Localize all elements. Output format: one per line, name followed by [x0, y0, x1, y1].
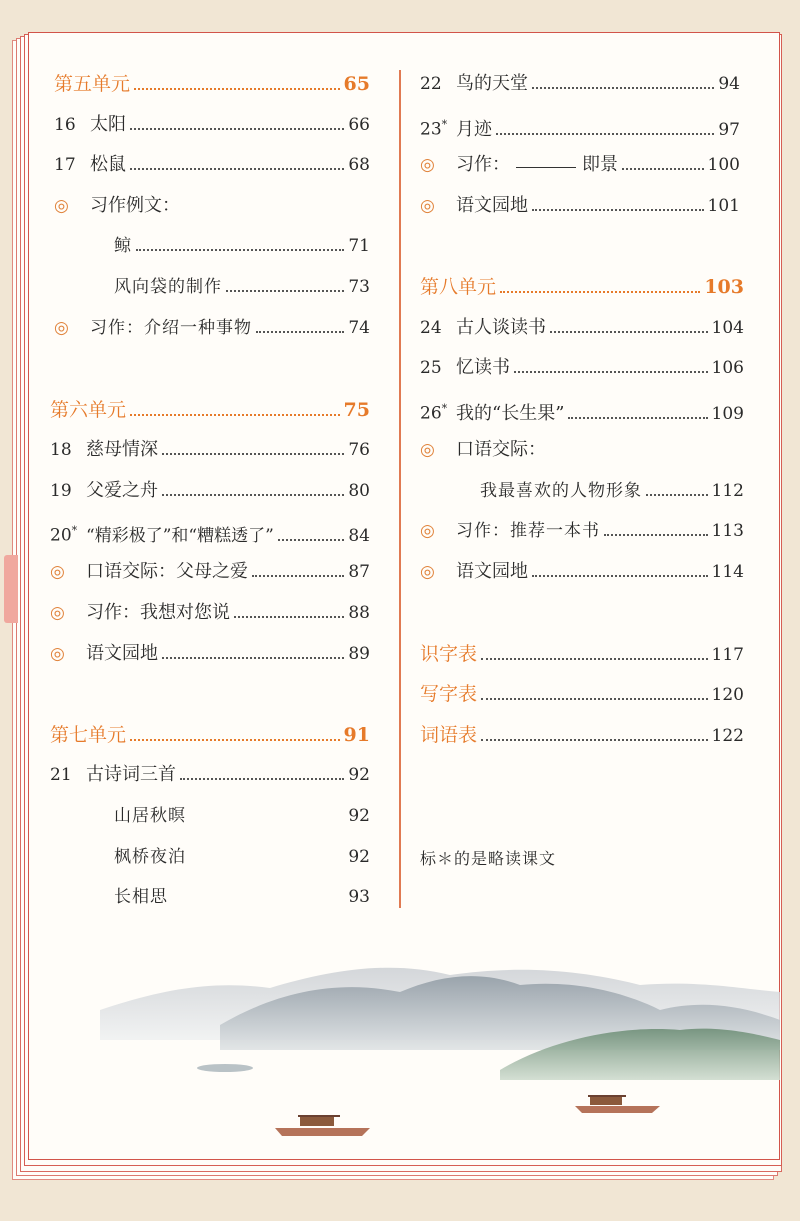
boat-left-icon: [275, 1116, 370, 1136]
fill-in-blank: [516, 167, 576, 168]
leader-dots: [252, 575, 344, 577]
toc-lesson-26[interactable]: [420, 398, 744, 425]
toc-unit-7[interactable]: [50, 724, 370, 746]
leader-dots: [481, 698, 708, 700]
bullseye-icon: ◎: [50, 644, 65, 664]
unit-title: 第五单元: [54, 73, 131, 95]
toc-lesson-19[interactable]: [50, 480, 370, 502]
landscape-illustration: [100, 930, 780, 1150]
toc-writing-8[interactable]: [420, 520, 744, 542]
column-divider: [399, 70, 401, 908]
lesson-number: 23*: [420, 118, 448, 140]
poem-title: 山居秋暝: [114, 806, 186, 826]
toc-poem-2[interactable]: [114, 846, 370, 868]
leader-space: [190, 819, 344, 821]
toc-garden-7[interactable]: [420, 195, 740, 217]
toc-lesson-18[interactable]: [50, 439, 370, 461]
page-number: 84: [348, 525, 370, 546]
lesson-number: 18: [50, 440, 72, 460]
page-number: 117: [711, 645, 744, 665]
page-number: 87: [348, 562, 370, 582]
toc-lesson-24[interactable]: [420, 317, 744, 339]
leader-dots: [226, 290, 344, 292]
leader-space: [190, 860, 344, 862]
poem-title: 长相思: [114, 887, 168, 907]
page-number: 91: [343, 724, 370, 746]
toc-garden-8[interactable]: [420, 561, 744, 583]
toc-unit-8[interactable]: [420, 276, 744, 298]
toc-garden-6[interactable]: [50, 643, 370, 665]
toc-example-heading: [54, 195, 370, 217]
lesson-number: 26*: [420, 402, 448, 424]
lesson-number: 16: [54, 115, 76, 135]
lesson-title: 鸟的天堂: [456, 73, 528, 94]
page-number: 92: [348, 806, 370, 826]
page-number: 71: [348, 236, 370, 256]
page-number: 92: [348, 847, 370, 867]
leader-dots: [256, 331, 344, 333]
leader-dots: [130, 739, 340, 741]
leader-dots: [162, 657, 344, 659]
bullseye-icon: ◎: [420, 562, 435, 582]
page-number: 66: [348, 115, 370, 135]
toc-ciyu-table[interactable]: [420, 724, 744, 747]
appendix-title: 写字表: [420, 683, 478, 705]
lesson-number: 24: [420, 318, 442, 338]
poem-title: 枫桥夜泊: [114, 847, 186, 867]
bullseye-icon: ◎: [54, 196, 69, 216]
leader-dots: [496, 133, 714, 135]
bullseye-icon: ◎: [50, 603, 65, 623]
unit-title: 第六单元: [50, 399, 127, 421]
toc-lesson-20[interactable]: [50, 520, 370, 547]
lesson-number: 21: [50, 765, 72, 785]
page-number: 109: [711, 403, 744, 424]
page-number: 73: [348, 277, 370, 297]
page-number: 122: [711, 726, 744, 746]
leader-dots: [278, 539, 345, 541]
bullseye-icon: ◎: [54, 318, 69, 338]
leader-dots: [500, 291, 700, 293]
toc-unit-5[interactable]: [54, 73, 370, 95]
lesson-title: 我的“长生果”: [456, 402, 565, 424]
leader-dots: [481, 658, 708, 660]
toc-example-2[interactable]: [114, 276, 370, 298]
leader-dots: [162, 453, 344, 455]
bullseye-icon: ◎: [420, 521, 435, 541]
page-number: 101: [707, 196, 740, 216]
page-number: 80: [348, 481, 370, 501]
section-title: 习作：推荐一本书: [456, 521, 600, 541]
leader-dots: [604, 534, 708, 536]
leader-dots: [162, 494, 344, 496]
toc-writing-7[interactable]: [420, 154, 740, 176]
toc-poem-3[interactable]: [114, 886, 370, 908]
leader-dots: [130, 414, 340, 416]
toc-lesson-23[interactable]: [420, 114, 740, 141]
page-number: 92: [348, 765, 370, 785]
lesson-title: 慈母情深: [86, 439, 158, 460]
leader-dots: [130, 168, 344, 170]
page-number: 89: [348, 644, 370, 664]
section-subtitle: 我最喜欢的人物形象: [480, 481, 642, 501]
page-number: 103: [704, 276, 744, 298]
bullseye-icon: ◎: [420, 155, 435, 175]
lesson-title: 太阳: [90, 114, 126, 135]
lesson-number: 19: [50, 481, 72, 501]
toc-example-1[interactable]: [114, 235, 370, 257]
skim-star: *: [441, 402, 448, 415]
lesson-number: 20*: [50, 524, 78, 546]
leader-dots: [622, 168, 704, 170]
page-number: 112: [711, 481, 744, 501]
page-number: 97: [718, 119, 740, 140]
page-number: 74: [348, 318, 370, 338]
bullseye-icon: ◎: [420, 196, 435, 216]
lesson-title: 古人谈读书: [456, 317, 546, 338]
toc-oral-8-heading: [420, 439, 744, 461]
leader-dots: [134, 88, 340, 90]
page-tab: [4, 555, 18, 623]
page-number: 76: [348, 440, 370, 460]
unit-title: 第八单元: [420, 276, 497, 298]
bullseye-icon: ◎: [50, 562, 65, 582]
page-number: 93: [348, 887, 370, 907]
page-number: 75: [343, 399, 370, 421]
leader-dots: [514, 371, 708, 373]
leader-dots: [550, 331, 708, 333]
page-number: 114: [711, 562, 744, 582]
boat-right-icon: [575, 1096, 660, 1113]
leader-dots: [532, 575, 708, 577]
example-title: 风向袋的制作: [114, 277, 222, 297]
toc-writing-5[interactable]: [54, 317, 370, 339]
page-number: 65: [343, 73, 370, 95]
toc-lesson-17[interactable]: [54, 154, 370, 176]
leader-dots: [136, 249, 344, 251]
lesson-title: “精彩极了”和“糟糕透了”: [86, 525, 274, 546]
skim-reading-note: 标＊的是略读课文: [420, 849, 557, 868]
toc-lesson-16[interactable]: [54, 114, 370, 136]
toc-oral-6[interactable]: [50, 561, 370, 583]
lesson-title: 古诗词三首: [86, 764, 176, 785]
leader-dots: [532, 209, 704, 211]
toc-poem-1[interactable]: [114, 805, 370, 827]
section-title: 习作例文：: [90, 195, 180, 216]
leader-dots: [481, 739, 708, 741]
toc-oral-8[interactable]: [480, 480, 744, 502]
appendix-title: 词语表: [420, 724, 478, 746]
page-number: 104: [711, 318, 744, 338]
toc-lesson-25[interactable]: [420, 357, 744, 379]
toc-lesson-21[interactable]: [50, 764, 370, 786]
section-title: 习作：介绍一种事物: [90, 318, 252, 338]
islet: [197, 1064, 253, 1072]
toc-xiezi-table[interactable]: [420, 683, 744, 706]
section-title: 习作：: [456, 154, 510, 175]
leader-dots: [532, 87, 714, 89]
lesson-number: 22: [420, 74, 442, 94]
toc-shizi-table[interactable]: [420, 643, 744, 666]
page-number: 100: [707, 155, 740, 175]
leader-space: [172, 900, 344, 902]
toc-lesson-22[interactable]: [420, 73, 740, 95]
section-title: 口语交际：父母之爱: [86, 561, 248, 582]
lesson-title: 忆读书: [456, 357, 510, 378]
leader-dots: [234, 616, 344, 618]
lesson-title: 父爱之舟: [86, 480, 158, 501]
page-number: 94: [718, 74, 740, 94]
lesson-number: 25: [420, 358, 442, 378]
skim-star: *: [441, 118, 448, 131]
toc-unit-6[interactable]: [50, 399, 370, 421]
leader-dots: [130, 128, 344, 130]
section-title-suffix: 即景: [582, 154, 618, 175]
leader-dots: [646, 494, 708, 496]
appendix-title: 识字表: [420, 643, 478, 665]
section-title: 语文园地: [456, 195, 528, 216]
section-title: 口语交际：: [456, 439, 546, 460]
page-number: 68: [348, 155, 370, 175]
page-number: 113: [711, 521, 744, 541]
lesson-number: 17: [54, 155, 76, 175]
lesson-title: 月迹: [456, 118, 492, 140]
page-number: 106: [711, 358, 744, 378]
bullseye-icon: ◎: [420, 440, 435, 460]
leader-dots: [568, 417, 707, 419]
section-title: 语文园地: [86, 643, 158, 664]
example-title: 鲸: [114, 236, 132, 256]
section-title: 语文园地: [456, 561, 528, 582]
page-number: 120: [711, 685, 744, 705]
leader-dots: [180, 778, 344, 780]
unit-title: 第七单元: [50, 724, 127, 746]
page-number: 88: [348, 603, 370, 623]
toc-writing-6[interactable]: [50, 602, 370, 624]
skim-star: *: [71, 524, 78, 537]
section-title: 习作：我想对您说: [86, 602, 230, 623]
lesson-title: 松鼠: [90, 154, 126, 175]
